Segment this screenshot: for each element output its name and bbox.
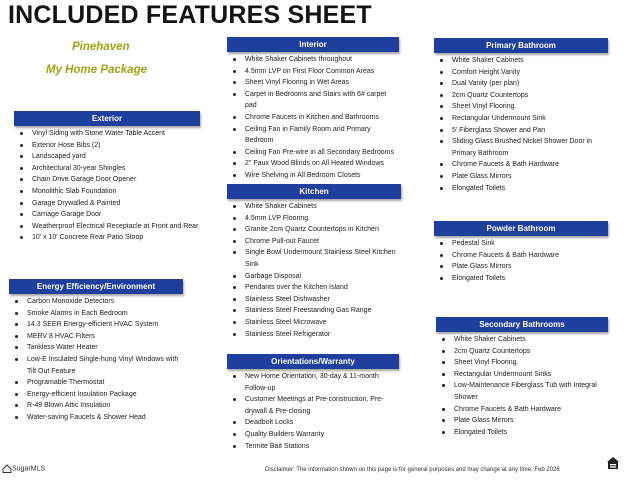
feature-item: Architectural 30-year Shingles bbox=[14, 163, 200, 175]
feature-item: Rectangular Undermount Sinks bbox=[436, 369, 608, 381]
orientations-section bbox=[227, 354, 399, 452]
feature-item: Exterior Hose Bibs (2) bbox=[14, 140, 200, 152]
feature-list bbox=[434, 238, 608, 284]
feature-item: Quality Builders Warranty bbox=[227, 429, 399, 441]
feature-list bbox=[14, 128, 200, 244]
feature-item: Landscaped yard bbox=[14, 151, 200, 163]
house-icon bbox=[2, 464, 12, 473]
equal-housing-icon bbox=[606, 456, 620, 470]
feature-item: Stainless Steel Freestanding Gas Range bbox=[227, 305, 401, 317]
feature-item: Carpet in Bedrooms and Stairs with 6# carpet pad bbox=[227, 89, 399, 112]
feature-item: 4.5mm LVP Flooring bbox=[227, 213, 401, 225]
feature-item: Pedestal Sink bbox=[434, 238, 608, 250]
feature-item: Plate Glass Mirrors bbox=[434, 261, 608, 273]
feature-item: Dual Vanity (per plan) bbox=[434, 78, 608, 90]
section-header: Energy Efficiency/Environment bbox=[9, 279, 183, 294]
feature-item: Chrome Faucets in Kitchen and Bathrooms bbox=[227, 112, 399, 124]
feature-item: Energy-efficient Insulation Package bbox=[9, 389, 183, 401]
feature-item: Carbon Monoxide Detectors bbox=[9, 296, 183, 308]
feature-item: Sliding Glass Brushed Nickel Shower Door in Primary Bathroom bbox=[434, 136, 608, 159]
feature-item: Stainless Steel Microwave bbox=[227, 317, 401, 329]
feature-item: Customer Meetings at Pre-construction, Pre-drywall & Pre-closing bbox=[227, 394, 399, 417]
feature-item: Weatherproof Electrical Receptacle at Front and Rear bbox=[14, 221, 200, 233]
section-header: Primary Bathroom bbox=[434, 38, 608, 53]
feature-item: Deadbolt Locks bbox=[227, 417, 399, 429]
feature-item: Elongated Toilets bbox=[436, 427, 608, 439]
interior-section bbox=[227, 37, 399, 182]
kitchen-section bbox=[227, 184, 401, 340]
feature-item: Rectangular Undermount Sink bbox=[434, 113, 608, 125]
feature-item: Ceiling Fan Pre-wire in all Secondary Bedrooms bbox=[227, 147, 399, 159]
feature-list bbox=[227, 371, 399, 452]
feature-item: Tankless Water Heater bbox=[9, 342, 183, 354]
feature-item: Chrome Faucets & Bath Hardware bbox=[434, 250, 608, 262]
feature-item: Chrome Faucets & Bath Hardware bbox=[436, 404, 608, 416]
community-name: Pinehaven bbox=[72, 41, 130, 53]
feature-item: 14.3 SEER Energy-efficient HVAC System bbox=[9, 319, 183, 331]
section-header: Orientations/Warranty bbox=[227, 354, 399, 369]
section-header: Secondary Bathrooms bbox=[436, 317, 608, 332]
section-header: Powder Bathroom bbox=[434, 221, 608, 236]
feature-item: 5' Fiberglass Shower and Pan bbox=[434, 125, 608, 137]
disclaimer: Disclaimer: The information shown on this page is for general purposes and may change at any time. Feb 2026 bbox=[265, 467, 560, 473]
section-header: Exterior bbox=[14, 111, 200, 126]
feature-item: Termite Bait Stations bbox=[227, 441, 399, 453]
feature-list bbox=[9, 296, 183, 424]
feature-item: Garbage Disposal bbox=[227, 271, 401, 283]
primary-bathroom-section bbox=[434, 38, 608, 194]
feature-item: Monolithic Slab Foundation bbox=[14, 186, 200, 198]
feature-item: 2cm Quartz Countertops bbox=[436, 346, 608, 358]
feature-item: R-49 Blown Attic Insulation bbox=[9, 400, 183, 412]
feature-item: Low-E Insulated Single-hung Vinyl Windows with Tilt Out Feature bbox=[9, 354, 183, 377]
package-name: My Home Package bbox=[46, 64, 147, 76]
feature-item: White Shaker Cabinets bbox=[227, 201, 401, 213]
feature-item: MERV 8 HVAC Filters bbox=[9, 331, 183, 343]
feature-item: Elongated Toilets bbox=[434, 273, 608, 285]
feature-item: Chrome Faucets & Bath Hardware bbox=[434, 159, 608, 171]
feature-item: Water-saving Faucets & Shower Head bbox=[9, 412, 183, 424]
feature-item: Stainless Steel Dishwasher bbox=[227, 294, 401, 306]
feature-item: Sheet Vinyl Flooring bbox=[434, 101, 608, 113]
secondary-bathrooms-section bbox=[436, 317, 608, 438]
feature-list bbox=[434, 55, 608, 194]
feature-item: Comfort Height Vanity bbox=[434, 67, 608, 79]
feature-item: 2" Faux Wood Blinds on All Heated Windows bbox=[227, 158, 399, 170]
feature-list bbox=[436, 334, 608, 438]
feature-item: Wire Shelving in All Bedroom Closets bbox=[227, 170, 399, 182]
feature-item: Chrome Pull-out Faucet bbox=[227, 236, 401, 248]
exterior-section bbox=[14, 111, 200, 244]
section-header: Kitchen bbox=[227, 184, 401, 199]
feature-item: Smoke Alarms in Each Bedroom bbox=[9, 308, 183, 320]
feature-item: Granite 2cm Quartz Countertops in Kitchen bbox=[227, 224, 401, 236]
feature-item: Elongated Toilets bbox=[434, 183, 608, 195]
feature-item: Garage Drywalled & Painted bbox=[14, 198, 200, 210]
feature-item: Plate Glass Mirrors bbox=[434, 171, 608, 183]
feature-item: Ceiling Fan in Family Room and Primary Bedroom bbox=[227, 124, 399, 147]
section-header: Interior bbox=[227, 37, 399, 52]
feature-item: White Shaker Cabinets throughout bbox=[227, 54, 399, 66]
feature-item: New Home Orientation, 30-day & 11-month Follow-up bbox=[227, 371, 399, 394]
feature-item: 4.5mm LVP on First Floor Common Areas bbox=[227, 66, 399, 78]
feature-item: Programable Thermostat bbox=[9, 377, 183, 389]
feature-item: 2cm Quartz Countertops bbox=[434, 90, 608, 102]
feature-item: Single Bowl Undermount Stainless Steel Kitchen Sink bbox=[227, 247, 401, 270]
feature-item: Vinyl Siding with Stone Water Table Accent bbox=[14, 128, 200, 140]
page-title: INCLUDED FEATURES SHEET bbox=[8, 1, 372, 29]
mls-logo-text: SugarMLS bbox=[12, 465, 46, 473]
feature-item: White Shaker Cabinets bbox=[434, 55, 608, 67]
feature-item: Low-Maintenance Fiberglass Tub with Integral Shower bbox=[436, 380, 608, 403]
feature-item: Pendants over the Kitchen Island bbox=[227, 282, 401, 294]
feature-list bbox=[227, 201, 401, 340]
feature-item: Chain Drive Garage Door Opener bbox=[14, 174, 200, 186]
feature-list bbox=[227, 54, 399, 182]
feature-item: Stainless Steel Refrigerator bbox=[227, 329, 401, 341]
energy-section bbox=[9, 279, 183, 424]
feature-item: Carriage Garage Door bbox=[14, 209, 200, 221]
feature-item: Plate Glass Mirrors bbox=[436, 415, 608, 427]
feature-item: Sheet Vinyl Flooring in Wet Areas bbox=[227, 77, 399, 89]
powder-bathroom-section bbox=[434, 221, 608, 284]
feature-item: 10' x 10' Concrete Rear Patio Stoop bbox=[14, 232, 200, 244]
mls-logo bbox=[2, 464, 45, 473]
feature-item: White Shaker Cabinets bbox=[436, 334, 608, 346]
feature-item: Sheet Vinyl Flooring bbox=[436, 357, 608, 369]
